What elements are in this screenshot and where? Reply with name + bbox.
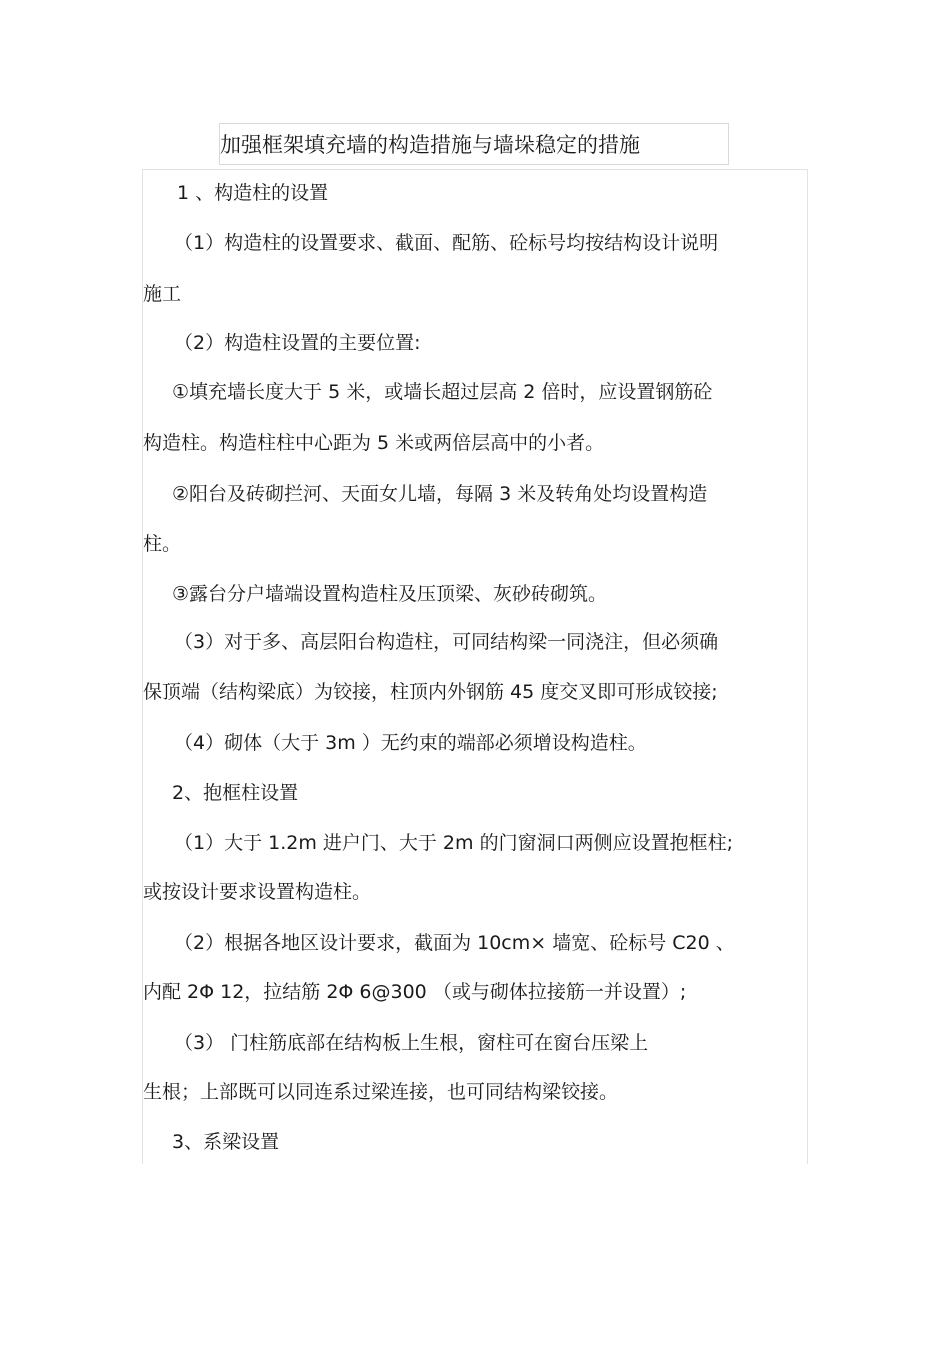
section-heading-3: 3、系梁设置: [172, 1131, 280, 1153]
paragraph-line: （3）对于多、高层阳台构造柱，可同结构梁一同浇注，但必须确: [174, 631, 719, 653]
paragraph-line: 构造柱。构造柱柱中心距为 5 米或两倍层高中的小者。: [143, 432, 605, 454]
paragraph-line: （2）构造柱设置的主要位置:: [174, 332, 421, 354]
paragraph-line: （2）根据各地区设计要求，截面为 10cm× 墙宽、砼标号 C20 、: [174, 932, 735, 954]
body-frame: [142, 169, 808, 1164]
paragraph-line: 保顶端（结构梁底）为铰接，柱顶内外钢筋 45 度交叉即可形成铰接;: [143, 681, 718, 703]
paragraph-line: ②阳台及砖砌拦河、天面女儿墙，每隔 3 米及转角处均设置构造: [172, 483, 708, 505]
paragraph-line: 生根；上部既可以同连系过梁连接，也可同结构梁铰接。: [143, 1081, 619, 1103]
paragraph-line: 柱。: [143, 533, 182, 555]
paragraph-line: ①填充墙长度大于 5 米，或墙长超过层高 2 倍时，应设置钢筋砼: [172, 381, 713, 403]
section-heading-1: 1 、构造柱的设置: [177, 182, 329, 204]
paragraph-line: （3） 门柱筋底部在结构板上生根，窗柱可在窗台压梁上: [174, 1032, 649, 1054]
paragraph-line: 施工: [143, 283, 182, 305]
paragraph-line: ③露台分户墙端设置构造柱及压顶梁、灰砂砖砌筑。: [172, 583, 608, 605]
paragraph-line: （4）砌体（大于 3m ）无约束的端部必须增设构造柱。: [174, 732, 647, 754]
paragraph-line: （1）构造柱的设置要求、截面、配筋、砼标号均按结构设计说明: [174, 232, 719, 254]
paragraph-line: 或按设计要求设置构造柱。: [143, 881, 372, 903]
title-box: [219, 123, 729, 165]
paragraph-line: （1）大于 1.2m 进户门、大于 2m 的门窗洞口两侧应设置抱框柱;: [174, 832, 733, 854]
section-heading-2: 2、抱框柱设置: [172, 782, 299, 804]
document-title: 加强框架填充墙的构造措施与墙垛稳定的措施: [220, 133, 640, 157]
paragraph-line: 内配 2Φ 12，拉结筋 2Φ 6@300 （或与砌体拉接筋一并设置）;: [143, 981, 687, 1003]
